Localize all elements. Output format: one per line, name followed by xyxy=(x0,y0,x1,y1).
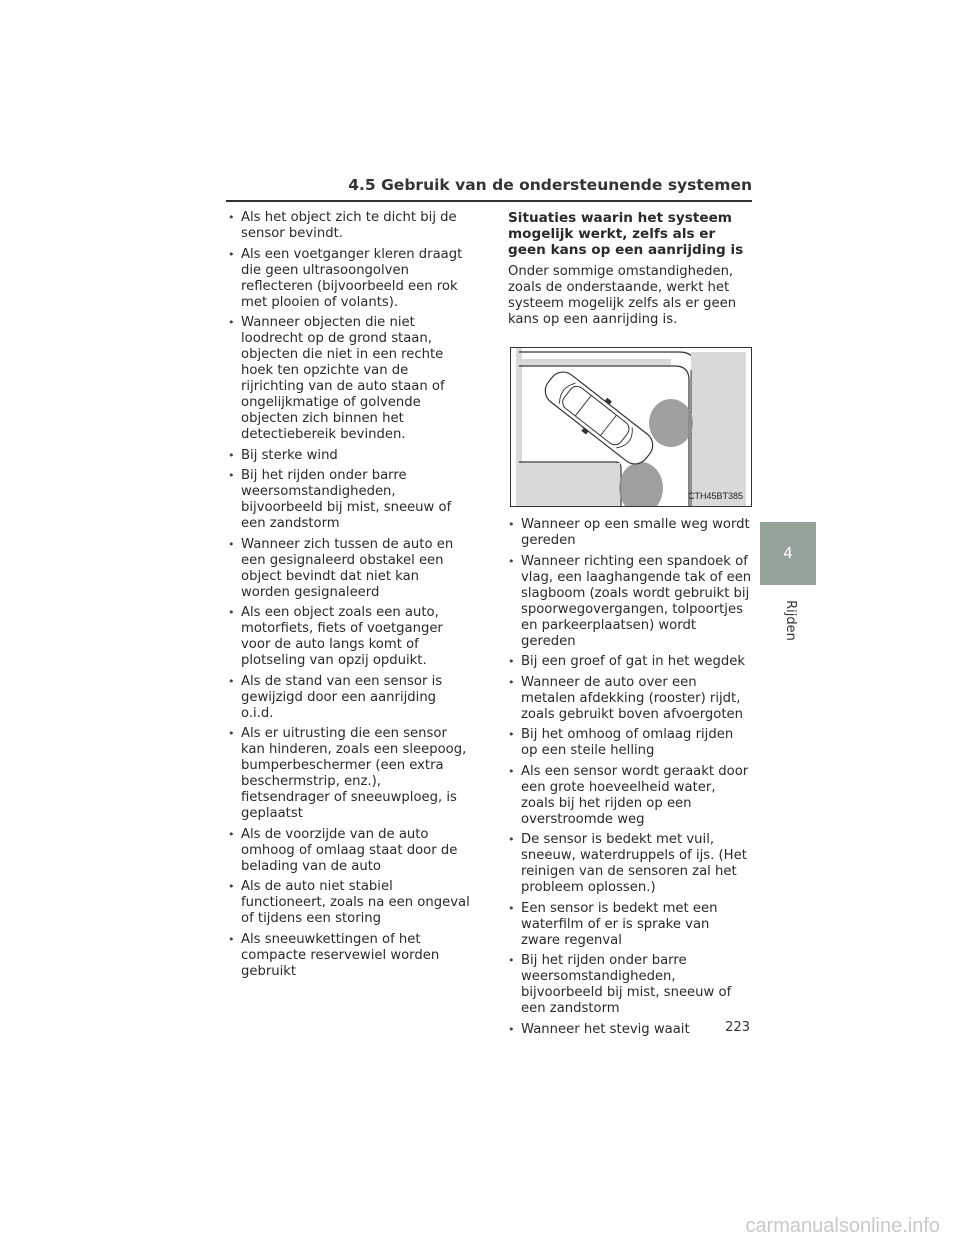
list-item: • Als de auto niet stabiel functioneert, zoals na een ongeval of tijdens een storing xyxy=(228,879,470,927)
list-item: • Bij het omhoog of omlaag rijden op een steile helling xyxy=(508,727,752,759)
list-item: • Wanneer het stevig waait xyxy=(508,1022,752,1038)
chapter-label xyxy=(774,585,804,645)
page-number: 223 xyxy=(725,1020,750,1035)
list-item: • Wanneer zich tussen de auto en een gesignaleerd obstakel een object bevindt dat niet kan worden gesignaleerd xyxy=(228,537,470,601)
list-item: • Als een voetganger kleren draagt die geen ultrasoongolven reflecteren (bijvoorbeeld een rok met plooien of volants). xyxy=(228,247,470,311)
right-bullet-list xyxy=(508,517,752,1038)
left-column xyxy=(228,210,470,984)
list-item: • Als een sensor wordt geraakt door een grote hoeveelheid water, zoals bij het rijden op een overstroomde weg xyxy=(508,764,752,828)
left-bullet-list xyxy=(228,210,470,980)
list-item: • Als sneeuwkettingen of het compacte reservewiel worden gebruikt xyxy=(228,932,470,980)
list-item: • Bij het rijden onder barre weersomstandigheden, bijvoorbeeld bij mist, sneeuw of een zandstorm xyxy=(508,953,752,1017)
illustration-narrow-road xyxy=(510,347,752,507)
header-divider xyxy=(226,200,752,202)
right-column xyxy=(508,210,752,1042)
list-item: • Als de voorzijde van de auto omhoog of omlaag staat door de belading van de auto xyxy=(228,827,470,875)
list-item: • Bij het rijden onder barre weersomstandigheden, bijvoorbeeld bij mist, sneeuw of een zandstorm xyxy=(228,468,470,532)
watermark: carmanualsonline.info xyxy=(745,1215,940,1237)
list-item: • Als een object zoals een auto, motorfiets, fiets of voetganger voor de auto langs komt of plotseling van opzij opduikt. xyxy=(228,605,470,669)
figure-code: CTH45BT385 xyxy=(687,491,743,501)
chapter-tab[interactable]: 4 xyxy=(760,522,816,585)
list-item: • Bij een groef of gat in het wegdek xyxy=(508,654,752,670)
list-item: • Als het object zich te dicht bij de sensor bevindt. xyxy=(228,210,470,242)
list-item: • Een sensor is bedekt met een waterfilm of er is sprake van zware regenval xyxy=(508,901,752,949)
list-item: • Als er uitrusting die een sensor kan hinderen, zoals een sleepoog, bumperbeschermer (een extra beschermstrip, enz.), fietsendrager of sneeuwploeg, is geplaatst xyxy=(228,726,470,822)
list-item: • Wanneer richting een spandoek of vlag, een laaghangende tak of een slagboom (zoals wordt gebruikt bij spoorwegovergangen, tolpoortjes en parkeerplaatsen) wordt gereden xyxy=(508,554,752,650)
section-heading: Situaties waarin het systeem mogelijk werkt, zelfs als er geen kans op een aanrijding is xyxy=(508,210,744,258)
narrow-road-car-illustration xyxy=(511,348,751,506)
list-item: • Als de stand van een sensor is gewijzigd door een aanrijding o.i.d. xyxy=(228,674,470,722)
list-item: • Bij sterke wind xyxy=(228,448,470,464)
list-item: • Wanneer op een smalle weg wordt gereden xyxy=(508,517,752,549)
intro-paragraph: Onder sommige omstandigheden, zoals de onderstaande, werkt het systeem mogelijk zelfs als er geen kans op een aanrijding is. xyxy=(508,264,737,327)
chapter-label-text: Rijden xyxy=(782,600,798,641)
list-item: • Wanneer objecten die niet loodrecht op de grond staan, objecten die niet in een rechte hoek ten opzichte van de rijrichting van de auto staan of ongelijkmatige of golvende objecten zich binnen het detectiebereik bevinden. xyxy=(228,315,470,443)
list-item: • Wanneer de auto over een metalen afdekking (rooster) rijdt, zoals gebruikt boven afvoergoten xyxy=(508,675,752,723)
section-header-title: 4.5 Gebruik van de ondersteunende systemen xyxy=(348,176,752,194)
list-item: • De sensor is bedekt met vuil, sneeuw, waterdruppels of ijs. (Het reinigen van de sensoren zal het probleem oplossen.) xyxy=(508,832,752,896)
